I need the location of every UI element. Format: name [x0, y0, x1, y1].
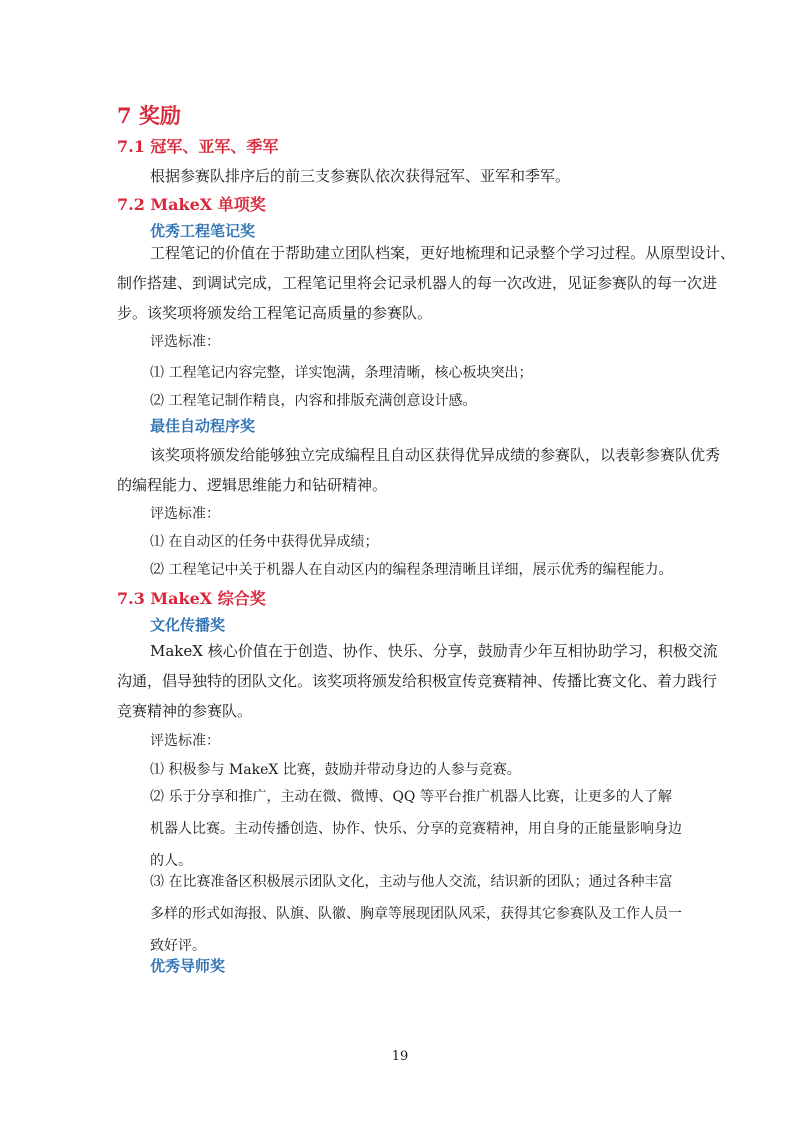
- paragraph-line: 沟通，倡导独特的团队文化。该奖项将颁发给积极宣传竞赛精神、传播比赛文化、着力践行: [117, 672, 718, 690]
- award-engineering-notes-title: 优秀工程笔记奖: [150, 222, 256, 240]
- criteria-item: ⑵ 工程笔记制作精良，内容和排版充满创意设计感。: [150, 393, 477, 409]
- paragraph-line: 该奖项将颁发给能够独立完成编程且自动区获得优异成绩的参赛队，以表彰参赛队优秀: [150, 446, 721, 464]
- paragraph-line: 工程笔记的价值在于帮助建立团队档案，更好地梳理和记录整个学习过程。从原型设计、: [150, 244, 736, 262]
- paragraph-line: MakeX 核心价值在于创造、协作、快乐、分享，鼓励青少年互相协助学习，积极交流: [150, 642, 718, 660]
- criteria-item: ⑴ 工程笔记内容完整，详实饱满，条理清晰，核心板块突出；: [150, 365, 533, 381]
- award-excellent-mentor-title: 优秀导师奖: [150, 957, 226, 975]
- award-best-auto-program-title: 最佳自动程序奖: [150, 417, 256, 435]
- subsection-7-1-text: 根据参赛队排序后的前三支参赛队依次获得冠军、亚军和季军。: [150, 167, 571, 185]
- section-heading: 7 奖励: [117, 103, 181, 128]
- award-best-auto-program-text: [117, 440, 720, 500]
- criteria-line: 机器人比赛。主动传播创造、协作、快乐、分享的竞赛精神，用自身的正能量影响身边: [150, 821, 682, 837]
- criteria-item: ⑴ 在自动区的任务中获得优异成绩；: [150, 534, 379, 550]
- criteria-label: 评选标准：: [150, 733, 220, 749]
- subsection-7-3-title: 7.3 MakeX 综合奖: [117, 589, 266, 608]
- paragraph-line: 步。该奖项将颁发给工程笔记高质量的参赛队。: [117, 304, 433, 322]
- criteria-line: ⑵ 乐于分享和推广，主动在微、微博、QQ 等平台推广机器人比赛，让更多的人了解: [150, 789, 672, 805]
- paragraph-line: 竞赛精神的参赛队。: [117, 702, 253, 720]
- criteria-label: 评选标准：: [150, 334, 220, 350]
- criteria-line: 的人。: [150, 853, 192, 869]
- criteria-item: ⑴ 积极参与 MakeX 比赛，鼓励并带动身边的人参与竞赛。: [150, 762, 521, 778]
- criteria-line: 致好评。: [150, 938, 206, 954]
- subsection-7-1-title: 7.1 冠军、亚军、季军: [117, 137, 279, 156]
- criteria-line: ⑶ 在比赛准备区积极展示团队文化，主动与他人交流，结识新的团队；通过各种丰富: [150, 874, 673, 890]
- paragraph-line: 制作搭建、到调试完成，工程笔记里将会记录机器人的每一次改进，见证参赛队的每一次进: [117, 274, 718, 292]
- page-number: 19: [391, 1049, 409, 1064]
- subsection-7-2-title: 7.2 MakeX 单项奖: [117, 195, 266, 214]
- paragraph-line: 的编程能力、逻辑思维能力和钻研精神。: [117, 476, 388, 494]
- criteria-item: [150, 781, 682, 877]
- award-culture-text: [117, 636, 718, 726]
- award-culture-title: 文化传播奖: [150, 616, 226, 634]
- criteria-item: [150, 866, 682, 962]
- criteria-label: 评选标准：: [150, 506, 220, 522]
- criteria-item: ⑵ 工程笔记中关于机器人在自动区内的编程条理清晰且详细，展示优秀的编程能力。: [150, 562, 673, 578]
- criteria-line: 多样的形式如海报、队旗、队徽、胸章等展现团队风采，获得其它参赛队及工作人员一: [150, 906, 682, 922]
- award-engineering-notes-text: [117, 238, 735, 328]
